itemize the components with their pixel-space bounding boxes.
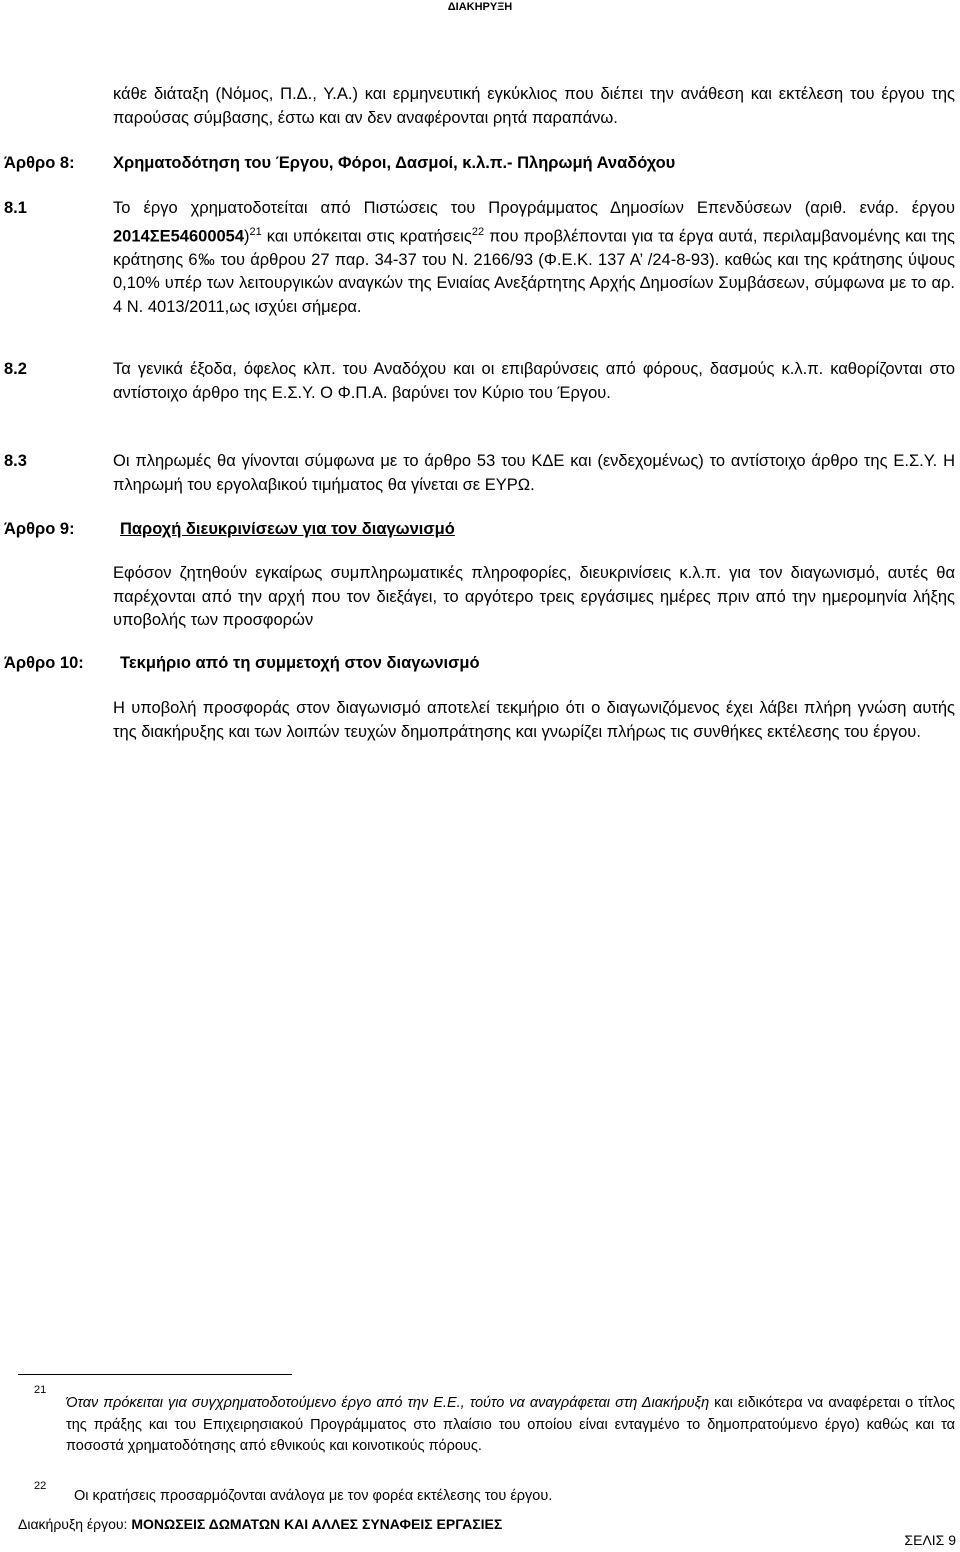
- paragraph-8-1-text-d: που προβλέπονται για τα έργα αυτά, περιλαμβανομένης και της κράτησης 6‰ του άρθρου 27 παρ. 34-37 του Ν. 2166/93 (Φ.Ε.Κ. 137 Α’ /24-8-93). καθώς και της κράτησης ύψους 0,10% υπέρ των λειτουργικών αναγκών της Ενιαίας Ανεξάρτητης Αρχής Δημοσίων Συμβάσεων, σύμφωνα με το αρ. 4 Ν. 4013/2011,ως ισχύει σήμερα.: [113, 227, 956, 316]
- article-8-label: Άρθρο 8:: [4, 154, 75, 172]
- page-header-title: ΔΙΑΚΗΡΥΞΗ: [447, 1, 513, 13]
- intro-paragraph: κάθε διάταξη (Νόμος, Π.Δ., Υ.Α.) και ερμηνευτική εγκύκλιος που διέπει την ανάθεση και εκτέλεση του έργου της παρούσας σύμβασης, έστω και αν δεν αναφέρονται ρητά παραπάνω.: [113, 85, 955, 127]
- article-10-paragraph: Η υποβολή προσφοράς στον διαγωνισμό αποτελεί τεκμήριο ότι ο διαγωνιζόμενος έχει λάβει πλήρη γνώση αυτής της διακήρυξης και των λοιπών τευχών δημοπράτησης και γνωρίζει πλήρως τις συνθήκες εκτέλεσης του έργου.: [113, 699, 955, 741]
- article-10-label: Άρθρο 10:: [4, 654, 84, 672]
- paragraph-8-1: [113, 197, 955, 319]
- footnote-21-number: 21: [34, 1384, 47, 1396]
- article-9-title: Παροχή διευκρινίσεων για τον διαγωνισμό: [120, 520, 455, 538]
- footnote-22-number: 22: [34, 1480, 47, 1492]
- paragraph-8-1-text-b: ): [244, 227, 250, 245]
- paragraph-8-1-number: 8.1: [4, 199, 27, 217]
- footnote-22: Οι κρατήσεις προσαρμόζονται ανάλογα με τον φορέα εκτέλεσης του έργου.: [74, 1488, 553, 1504]
- paragraph-8-1-text-a: Το έργο χρηματοδοτείται από Πιστώσεις του Προγράμματος Δημοσίων Επενδύσεων (αριθ. ενάρ. έργου: [113, 199, 955, 217]
- page-number: ΣΕΛΙΣ 9: [904, 1532, 956, 1548]
- paragraph-8-3-number: 8.3: [4, 452, 27, 470]
- footnote-21-italic: Όταν πρόκειται για συγχρηματοδοτούμενο έργο από την Ε.Ε., τούτο να αναγράφεται στη Διακήρυξη: [66, 1395, 710, 1411]
- paragraph-8-3: Οι πληρωμές θα γίνονται σύμφωνα με το άρθρο 53 του ΚΔΕ και (ενδεχομένως) το αντίστοιχο άρθρο της Ε.Σ.Υ. Η πληρωμή του εργολαβικού τιμήματος θα γίνεται σε ΕΥΡΩ.: [113, 452, 955, 494]
- article-9-paragraph: Εφόσον ζητηθούν εγκαίρως συμπληρωματικές πληροφορίες, διευκρινίσεις κ.λ.π. για τον διαγωνισμό, αυτές θα παρέχονται από την αρχή που τον διεξάγει, το αργότερο τρεις εργάσιμες ημέρες πριν από την ημερομηνία λήξης υποβολής των προσφορών: [113, 564, 955, 629]
- project-code: 2014ΣΕ54600054: [113, 227, 245, 245]
- footer-project-name: ΜΟΝΩΣΕΙΣ ΔΩΜΑΤΩΝ ΚΑΙ ΑΛΛΕΣ ΣΥΝΑΦΕΙΣ ΕΡΓΑΣΙΕΣ: [131, 1516, 503, 1532]
- footer-project: [18, 1516, 502, 1532]
- footnote-ref-21[interactable]: 21: [249, 225, 262, 238]
- footnote-ref-22[interactable]: 22: [471, 225, 485, 238]
- footnote-separator: [18, 1374, 292, 1375]
- article-8-title: Χρηματοδότηση του Έργου, Φόροι, Δασμοί, κ.λ.π.- Πληρωμή Αναδόχου: [113, 154, 676, 172]
- paragraph-8-2-number: 8.2: [4, 360, 27, 378]
- footer-label: Διακήρυξη έργου:: [18, 1516, 128, 1532]
- article-9-label: Άρθρο 9:: [4, 520, 75, 538]
- footnote-21: [66, 1393, 955, 1458]
- paragraph-8-1-text-c: και υπόκειται στις κρατήσεις: [261, 227, 472, 245]
- paragraph-8-2: Τα γενικά έξοδα, όφελος κλπ. του Αναδόχου και οι επιβαρύνσεις από φόρους, δασμούς κ.λ.π. καθορίζονται στο αντίστοιχο άρθρο της Ε.Σ.Υ. Ο Φ.Π.Α. βαρύνει τον Κύριο του Έργου.: [113, 360, 955, 402]
- article-10-title: Τεκμήριο από τη συμμετοχή στον διαγωνισμό: [120, 654, 480, 672]
- footnote-21-text: και ειδικότερα να αναφέρεται ο τίτλος της πράξης και του Επιχειρησιακού Προγράμματος στο πλαίσιο του οποίου είναι ενταγμένο το δημοπρατούμενο έργο) καθώς και τα ποσοστά χρηματοδότησης από εθνικούς και κοινοτικούς πόρους.: [66, 1395, 955, 1454]
